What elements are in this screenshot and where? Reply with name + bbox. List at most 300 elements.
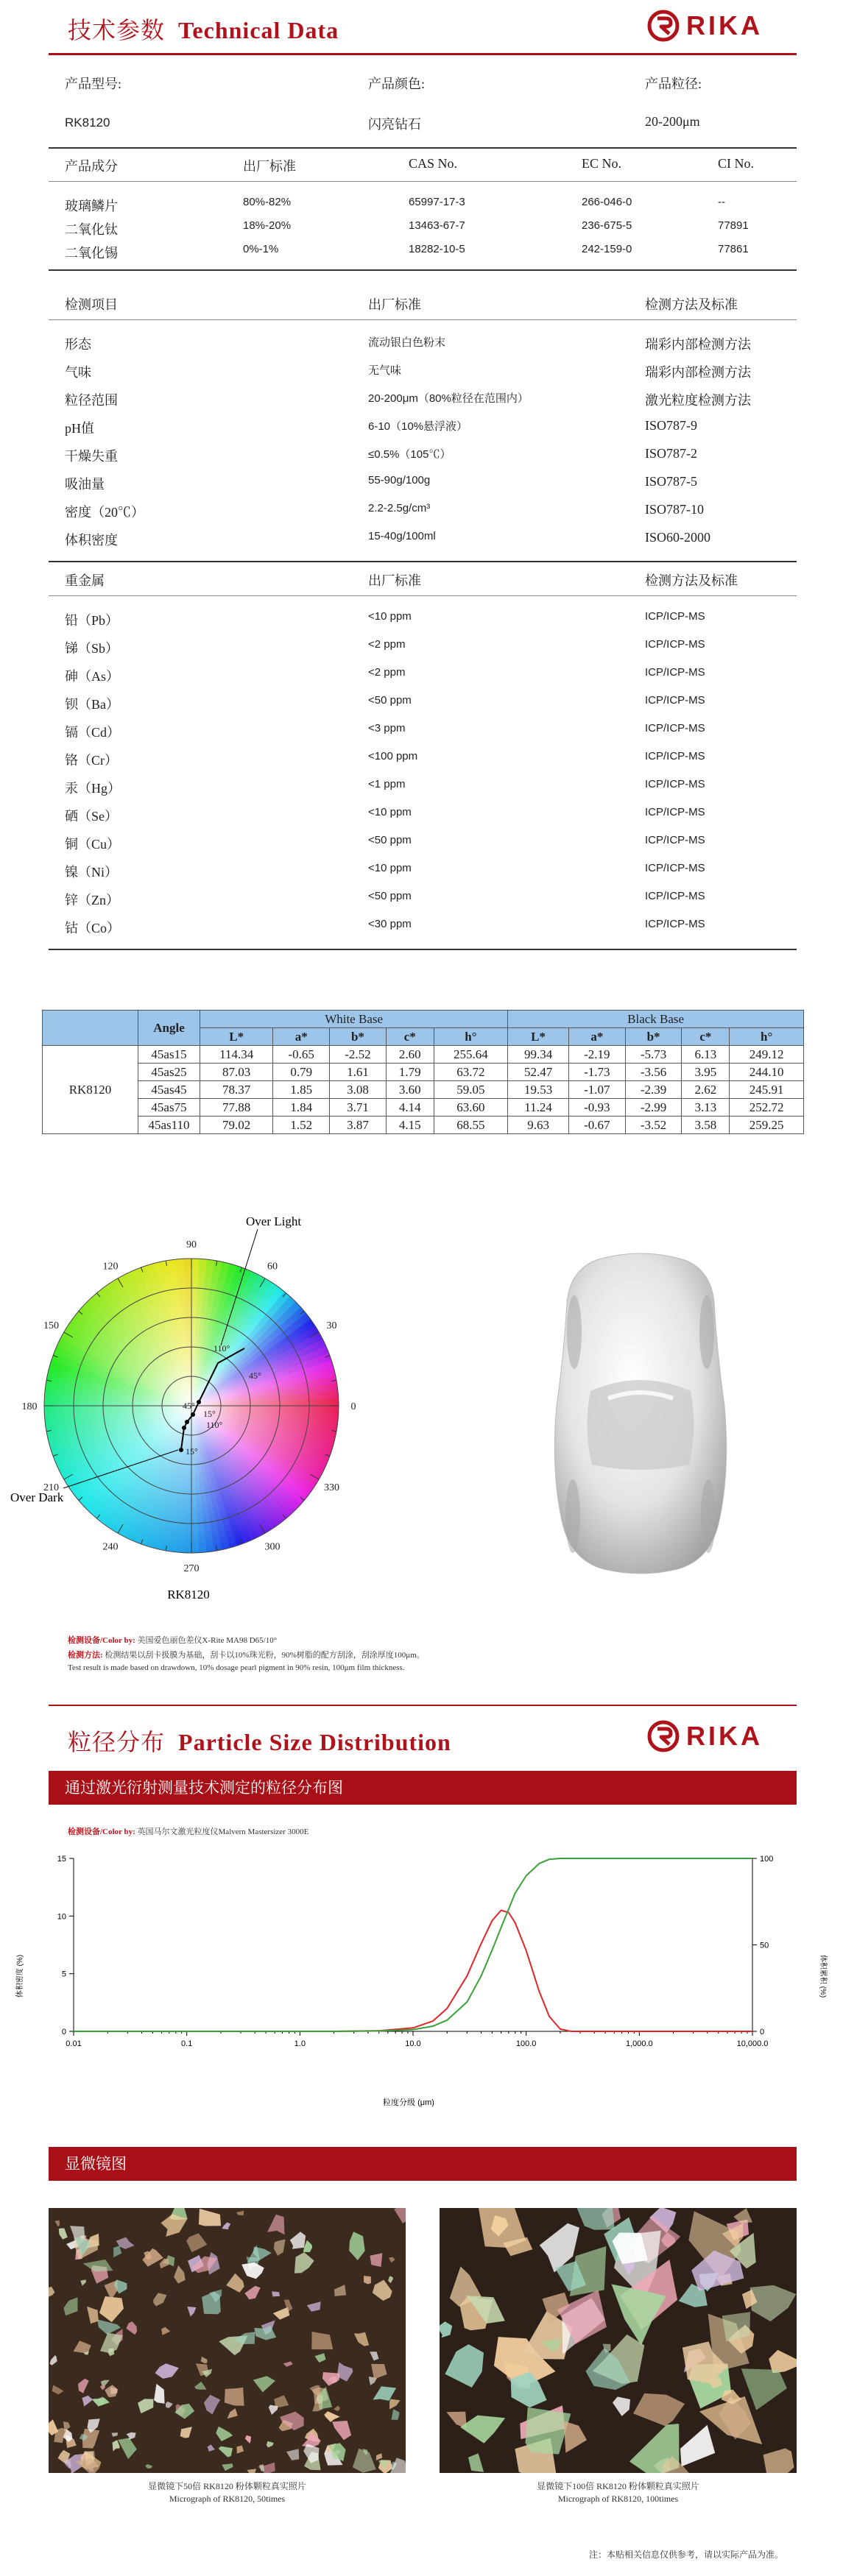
lab-row	[43, 1081, 804, 1099]
flake	[208, 2444, 215, 2452]
white-base-header: White Base	[200, 1011, 508, 1028]
tests-cell: 形态	[65, 337, 91, 352]
flake	[226, 2274, 244, 2293]
composition-cell: 65997-17-3	[409, 196, 465, 208]
metals-cell: ICP/ICP-MS	[645, 834, 705, 846]
caption-100x	[440, 2480, 797, 2505]
lab-cell: 3.60	[386, 1081, 434, 1099]
flake	[371, 2364, 387, 2379]
lab-cell: 79.02	[200, 1117, 273, 1134]
tests-cell: 20-200μm（80%粒径在范围内）	[368, 392, 529, 405]
flake	[63, 2297, 77, 2315]
composition-header: CAS No.	[409, 156, 458, 171]
metals-cell: 锌（Zn）	[65, 893, 119, 907]
flake	[373, 2280, 392, 2301]
lab-subheader: a*	[273, 1028, 330, 1046]
lab-cell: 245.91	[730, 1081, 804, 1099]
lab-cell: 68.55	[434, 1117, 508, 1134]
flake	[194, 2382, 206, 2390]
caption-50x-cn: 显微镜下50倍 RK8120 粉体颗粒真实照片	[148, 2481, 306, 2491]
flake	[392, 2409, 400, 2420]
metals-cell: 钴（Co）	[65, 921, 121, 935]
micrograph-100x-flakes	[440, 2208, 797, 2473]
y-tick-left: 0	[61, 2028, 66, 2037]
flake	[153, 2293, 166, 2306]
note-method	[68, 1649, 425, 1660]
x-tick: 1,000.0	[625, 2039, 653, 2048]
y-tick-right: 50	[760, 1941, 769, 1950]
lab-cell: 45as15	[138, 1046, 200, 1064]
lab-subheader: b*	[330, 1028, 387, 1046]
tests-header: 检测项目	[65, 297, 118, 312]
metals-cell: <50 ppm	[368, 694, 412, 707]
lab-cell: 0.79	[273, 1064, 330, 1081]
note-device-label: 检测设备/Color by:	[68, 1636, 135, 1645]
tests-cell: 2.2-2.5g/cm³	[368, 502, 431, 514]
flake	[272, 2291, 280, 2296]
flake	[460, 2416, 505, 2444]
metals-cell: 汞（Hg）	[65, 781, 121, 796]
tests-cell: 无气味	[368, 364, 402, 377]
angle-label: 240	[102, 1541, 119, 1553]
divider	[49, 319, 797, 320]
lab-cell: 249.12	[730, 1046, 804, 1064]
flake	[99, 2296, 124, 2322]
lab-cell: 1.61	[330, 1064, 387, 1081]
composition-cell: 242-159-0	[582, 243, 632, 255]
metals-cell: ICP/ICP-MS	[645, 638, 705, 651]
x-tick: 10,000.0	[736, 2039, 769, 2048]
flake	[236, 2211, 244, 2215]
lab-cell: 1.84	[273, 1099, 330, 1117]
composition-cell: 18%-20%	[243, 219, 292, 232]
flake	[49, 2287, 54, 2298]
lab-cell: 255.64	[434, 1046, 508, 1064]
y-tick-left: 5	[61, 1970, 66, 1979]
flake	[199, 2209, 221, 2226]
flake	[269, 2405, 278, 2416]
tests-cell: 15-40g/100ml	[368, 530, 436, 542]
flake	[373, 2386, 397, 2401]
flake	[354, 2332, 369, 2346]
lab-cell: 4.15	[386, 1117, 434, 1134]
lab-cell: 6.13	[682, 1046, 730, 1064]
flake	[241, 2262, 264, 2279]
lab-cell: 3.87	[330, 1117, 387, 1134]
rika-logo-icon	[646, 1719, 680, 1753]
flake	[353, 2449, 376, 2473]
flake	[253, 2376, 275, 2392]
metals-cell: ICP/ICP-MS	[645, 750, 705, 762]
composition-header: 出厂标准	[243, 159, 296, 174]
over-light-label: Over Light	[246, 1214, 302, 1228]
lab-cell: -2.39	[625, 1081, 682, 1099]
lab-cell: 3.71	[330, 1099, 387, 1117]
tests-cell: 粒径范围	[65, 393, 118, 408]
lab-cell: 1.52	[273, 1117, 330, 1134]
lab-cell: -0.65	[273, 1046, 330, 1064]
lab-cell: 3.08	[330, 1081, 387, 1099]
composition-cell: 236-675-5	[582, 219, 632, 232]
psd-ylabel-right: 体积累积 (%)	[819, 1954, 827, 1998]
metals-cell: ICP/ICP-MS	[645, 890, 705, 902]
divider	[49, 269, 797, 271]
flake	[201, 2357, 208, 2363]
composition-cell: 玻璃鳞片	[65, 199, 118, 213]
tests-cell: 密度（20℃）	[65, 505, 144, 520]
lab-cell: 11.24	[508, 1099, 569, 1117]
flake	[440, 2321, 452, 2338]
flake	[314, 2353, 325, 2363]
flake	[50, 2355, 57, 2366]
lab-cell: 45as75	[138, 1099, 200, 1117]
divider	[49, 561, 797, 562]
note-device-text: 美国爱色丽色差仪X-Rite MA98 D65/10°	[137, 1636, 278, 1645]
psd-device-note	[68, 1825, 308, 1837]
flake	[334, 2406, 340, 2411]
lab-row	[43, 1117, 804, 1134]
flake	[741, 2368, 787, 2410]
tests-cell: ISO60-2000	[645, 530, 710, 545]
lab-cell: -2.99	[625, 1099, 682, 1117]
flake	[733, 2208, 752, 2223]
flake	[311, 2332, 333, 2349]
divider	[49, 147, 797, 149]
flake	[237, 2446, 244, 2454]
flake	[145, 2464, 152, 2469]
flake	[394, 2208, 406, 2223]
lab-cell: -3.52	[625, 1117, 682, 1134]
flake	[154, 2384, 165, 2404]
psd-device-label: 检测设备/Color by:	[68, 1827, 135, 1836]
angle-label: 210	[43, 1482, 59, 1493]
pt-label: 45°	[183, 1401, 195, 1411]
flake	[283, 2361, 293, 2366]
metals-cell: 铅（Pb）	[65, 613, 119, 628]
size-value: 20-200μm	[645, 114, 700, 129]
lab-cell: -5.73	[625, 1046, 682, 1064]
lab-cell: -0.93	[568, 1099, 625, 1117]
lab-cell: 1.79	[386, 1064, 434, 1081]
section-title-technical	[68, 12, 339, 46]
flake	[97, 2319, 121, 2335]
angle-label: 30	[326, 1320, 337, 1331]
flake	[290, 2232, 306, 2249]
tests-cell: 干燥失重	[65, 449, 118, 464]
flake	[219, 2446, 233, 2458]
brand-text: RIKA	[686, 10, 763, 40]
angle-label: 150	[43, 1320, 59, 1331]
metals-header: 重金属	[65, 573, 105, 588]
psd-lines	[74, 1858, 752, 2031]
psd-ylabel-left: 体积密度 (%)	[16, 1954, 24, 1998]
flake	[302, 2432, 321, 2447]
tests-header: 检测方法及标准	[645, 297, 738, 312]
flake	[227, 2408, 238, 2418]
size-label: 产品粒径:	[645, 77, 702, 91]
micrograph-100x	[440, 2208, 797, 2473]
pt-label: 110°	[206, 1420, 223, 1430]
lab-product: RK8120	[43, 1046, 138, 1134]
flake	[92, 2398, 110, 2407]
lab-cell: 99.34	[508, 1046, 569, 1064]
lab-row	[43, 1046, 804, 1064]
lab-cell: 63.72	[434, 1064, 508, 1081]
x-tick: 1.0	[294, 2039, 306, 2048]
composition-header: 产品成分	[65, 159, 118, 174]
over-dark-label: Over Dark	[10, 1490, 64, 1504]
metals-cell: <2 ppm	[368, 638, 406, 651]
flake	[54, 2221, 60, 2226]
lab-cell: 3.95	[682, 1064, 730, 1081]
metals-cell: <3 ppm	[368, 722, 406, 735]
metals-cell: 铜（Cu）	[65, 837, 121, 852]
composition-header: CI No.	[718, 156, 754, 171]
caption-50x-en: Micrograph of RK8120, 50times	[169, 2494, 286, 2504]
lab-cell: 244.10	[730, 1064, 804, 1081]
flake	[186, 2233, 207, 2252]
lab-subheader: L*	[200, 1028, 273, 1046]
flake	[78, 2379, 89, 2393]
flake	[337, 2362, 353, 2381]
composition-cell: 18282-10-5	[409, 243, 465, 255]
flake	[763, 2449, 794, 2474]
point-15-black	[191, 1412, 195, 1417]
flake	[332, 2421, 351, 2440]
flake	[294, 2252, 314, 2274]
flake	[477, 2208, 526, 2248]
flake	[303, 2444, 319, 2463]
flake	[100, 2333, 123, 2353]
pt-label: 15°	[186, 1446, 198, 1457]
tests-cell: 体积密度	[65, 533, 118, 548]
metals-cell: ICP/ICP-MS	[645, 918, 705, 930]
psd-chart	[0, 1840, 843, 2120]
metals-cell: ICP/ICP-MS	[645, 778, 705, 790]
caption-100x-cn: 显微镜下100倍 RK8120 粉体颗粒真实照片	[537, 2481, 699, 2491]
caption-100x-en: Micrograph of RK8120, 100times	[557, 2494, 679, 2504]
angle-label: 60	[267, 1261, 278, 1273]
lab-cell: 45as25	[138, 1064, 200, 1081]
flake	[247, 2469, 256, 2473]
composition-cell: 77861	[718, 243, 749, 255]
note-method-en: Test result is made based on drawdown, 10% dosage pearl pigment in 90% resin, 100μm film thickness.	[68, 1663, 405, 1672]
point-45-white	[197, 1400, 201, 1404]
flake	[680, 2425, 715, 2467]
cumulative-series-line	[74, 1858, 752, 2031]
flake	[286, 2449, 299, 2460]
note-method-label: 检测方法:	[68, 1651, 103, 1660]
flake	[52, 2385, 64, 2395]
color-label: 产品颜色:	[368, 77, 426, 91]
x-tick: 10.0	[405, 2039, 421, 2048]
lab-subheader: L*	[508, 1028, 569, 1046]
lab-subheader: b*	[625, 1028, 682, 1046]
flake	[65, 2459, 71, 2469]
title-en: Technical Data	[178, 17, 339, 43]
lab-cell: 9.63	[508, 1117, 569, 1134]
metals-cell: ICP/ICP-MS	[645, 862, 705, 874]
tests-header: 出厂标准	[368, 297, 421, 312]
lab-cell: 78.37	[200, 1081, 273, 1099]
flake	[111, 2432, 118, 2437]
caption-50x	[49, 2480, 406, 2505]
angle-label: 0	[350, 1401, 356, 1412]
metals-cell: <2 ppm	[368, 666, 406, 679]
divider	[49, 181, 797, 182]
footer-note: 注：本贴相关信息仅供参考，请以实际产品为准。	[589, 2550, 784, 2560]
flake	[222, 2222, 231, 2229]
pt-label: 45°	[249, 1370, 261, 1381]
lab-subheader: h°	[434, 1028, 508, 1046]
y-tick-right: 0	[760, 2028, 765, 2037]
composition-cell: 0%-1%	[243, 243, 279, 255]
tests-cell: ISO787-10	[645, 502, 704, 517]
model-label: 产品型号:	[65, 77, 122, 91]
flake	[245, 2435, 251, 2444]
micro-banner: 显微镜图	[49, 2147, 797, 2181]
header-divider	[49, 53, 797, 55]
composition-cell: 77891	[718, 219, 749, 232]
tests-cell: ISO787-5	[645, 474, 697, 489]
lab-cell: -1.73	[568, 1064, 625, 1081]
flake	[216, 2427, 233, 2441]
flake	[105, 2385, 118, 2397]
tests-cell: 55-90g/100g	[368, 474, 431, 486]
model-value: RK8120	[65, 116, 110, 130]
flake	[526, 2407, 571, 2455]
flake	[127, 2321, 138, 2335]
x-tick: 0.1	[181, 2039, 193, 2048]
rika-logo	[646, 1719, 763, 1753]
psd-xlabel: 粒度分级 (μm)	[383, 2098, 434, 2107]
tests-cell: 流动银白色粉末	[368, 336, 446, 349]
lab-cell: -1.07	[568, 1081, 625, 1099]
lab-cell: 87.03	[200, 1064, 273, 1081]
color-value: 闪亮钻石	[368, 117, 421, 132]
angle-label: 270	[183, 1563, 200, 1574]
flake	[113, 2246, 121, 2257]
flake	[349, 2232, 364, 2260]
lab-subheader: h°	[730, 1028, 804, 1046]
flake	[564, 2421, 588, 2452]
lab-row	[43, 1099, 804, 1117]
metals-cell: <50 ppm	[368, 890, 412, 902]
metals-header: 检测方法及标准	[645, 573, 738, 588]
flake	[750, 2285, 797, 2321]
tests-cell: ≤0.5%（105℃）	[368, 448, 451, 461]
metals-cell: <50 ppm	[368, 834, 412, 846]
lab-subheader: c*	[386, 1028, 434, 1046]
lab-cell: -0.67	[568, 1117, 625, 1134]
metals-header: 出厂标准	[368, 573, 421, 588]
flake	[83, 2260, 113, 2272]
metals-cell: 钡（Ba）	[65, 697, 119, 712]
lab-cell: 2.62	[682, 1081, 730, 1099]
psd-axes	[57, 1855, 774, 2048]
flake	[613, 2396, 630, 2416]
lab-cell: 19.53	[508, 1081, 569, 1099]
flake	[388, 2276, 393, 2283]
tests-cell: 激光粒度检测方法	[645, 393, 751, 408]
rika-logo-icon	[646, 9, 680, 43]
metals-cell: <10 ppm	[368, 610, 412, 623]
x-tick: 0.01	[66, 2039, 82, 2048]
lab-cell: 4.14	[386, 1099, 434, 1117]
lab-cell: 114.34	[200, 1046, 273, 1064]
flake	[82, 2396, 93, 2407]
flake	[187, 2307, 196, 2317]
angle-label: 120	[102, 1261, 119, 1273]
metals-cell: <1 ppm	[368, 778, 406, 790]
flake	[204, 2395, 220, 2415]
tests-cell: pH值	[65, 421, 94, 436]
metals-cell: <10 ppm	[368, 862, 412, 874]
flake	[155, 2363, 179, 2379]
composition-cell: 二氧化锡	[65, 246, 118, 261]
lab-cell: 59.05	[434, 1081, 508, 1099]
flake	[244, 2286, 261, 2300]
rika-logo	[646, 9, 763, 43]
composition-cell: 二氧化钛	[65, 222, 118, 237]
metals-cell: 镉（Cd）	[65, 725, 121, 740]
flake	[370, 2253, 382, 2267]
tests-cell: 6-10（10%悬浮液）	[368, 420, 468, 433]
black-base-header: Black Base	[508, 1011, 804, 1028]
flake	[80, 2279, 86, 2286]
blank-header	[43, 1011, 138, 1046]
composition-cell: 13463-67-7	[409, 219, 465, 232]
metals-cell: ICP/ICP-MS	[645, 666, 705, 679]
psd-device-text: 英国马尔文激光粒度仪Malvern Mastersizer 3000E	[137, 1827, 309, 1836]
angle-label: 330	[324, 1482, 340, 1493]
lab-cell: 63.60	[434, 1099, 508, 1117]
tests-cell: 瑞彩内部检测方法	[645, 365, 751, 380]
metals-cell: <100 ppm	[368, 750, 418, 762]
composition-header: EC No.	[582, 156, 621, 171]
micrograph-50x	[49, 2208, 406, 2473]
title-cn: 技术参数	[68, 17, 166, 43]
flake	[118, 2438, 137, 2459]
lab-cell: -2.19	[568, 1046, 625, 1064]
flake	[138, 2399, 153, 2413]
metals-cell: 镍（Ni）	[65, 865, 118, 880]
y-tick-left: 15	[57, 1855, 66, 1864]
y-tick-right: 100	[760, 1855, 774, 1864]
lab-subheader: c*	[682, 1028, 730, 1046]
tests-cell: 气味	[65, 365, 91, 380]
flake	[87, 2307, 99, 2324]
brand-text: RIKA	[686, 1721, 763, 1751]
flake	[267, 2215, 285, 2235]
note-method-text: 检测结果以刮卡扱膜为基础，刮卡以10%珠光粉，90%树脂的配方刮涂，刮涂厚度100μm。	[105, 1651, 425, 1660]
flake	[59, 2228, 68, 2239]
flake	[445, 2344, 484, 2388]
angle-label: 90	[186, 1239, 197, 1250]
title-en: Particle Size Distribution	[178, 1729, 451, 1755]
flake	[468, 2453, 484, 2472]
metals-cell: 锑（Sb）	[65, 641, 119, 656]
x-tick: 100.0	[515, 2039, 537, 2048]
lab-cell: 1.85	[273, 1081, 330, 1099]
micrograph-50x-flakes	[49, 2208, 406, 2473]
section-title-psd	[68, 1724, 451, 1758]
point-45-black	[182, 1426, 186, 1430]
lab-cell: 2.60	[386, 1046, 434, 1064]
wheel-product-label: RK8120	[167, 1588, 210, 1602]
metals-cell: <30 ppm	[368, 918, 412, 930]
flake	[364, 2276, 371, 2284]
